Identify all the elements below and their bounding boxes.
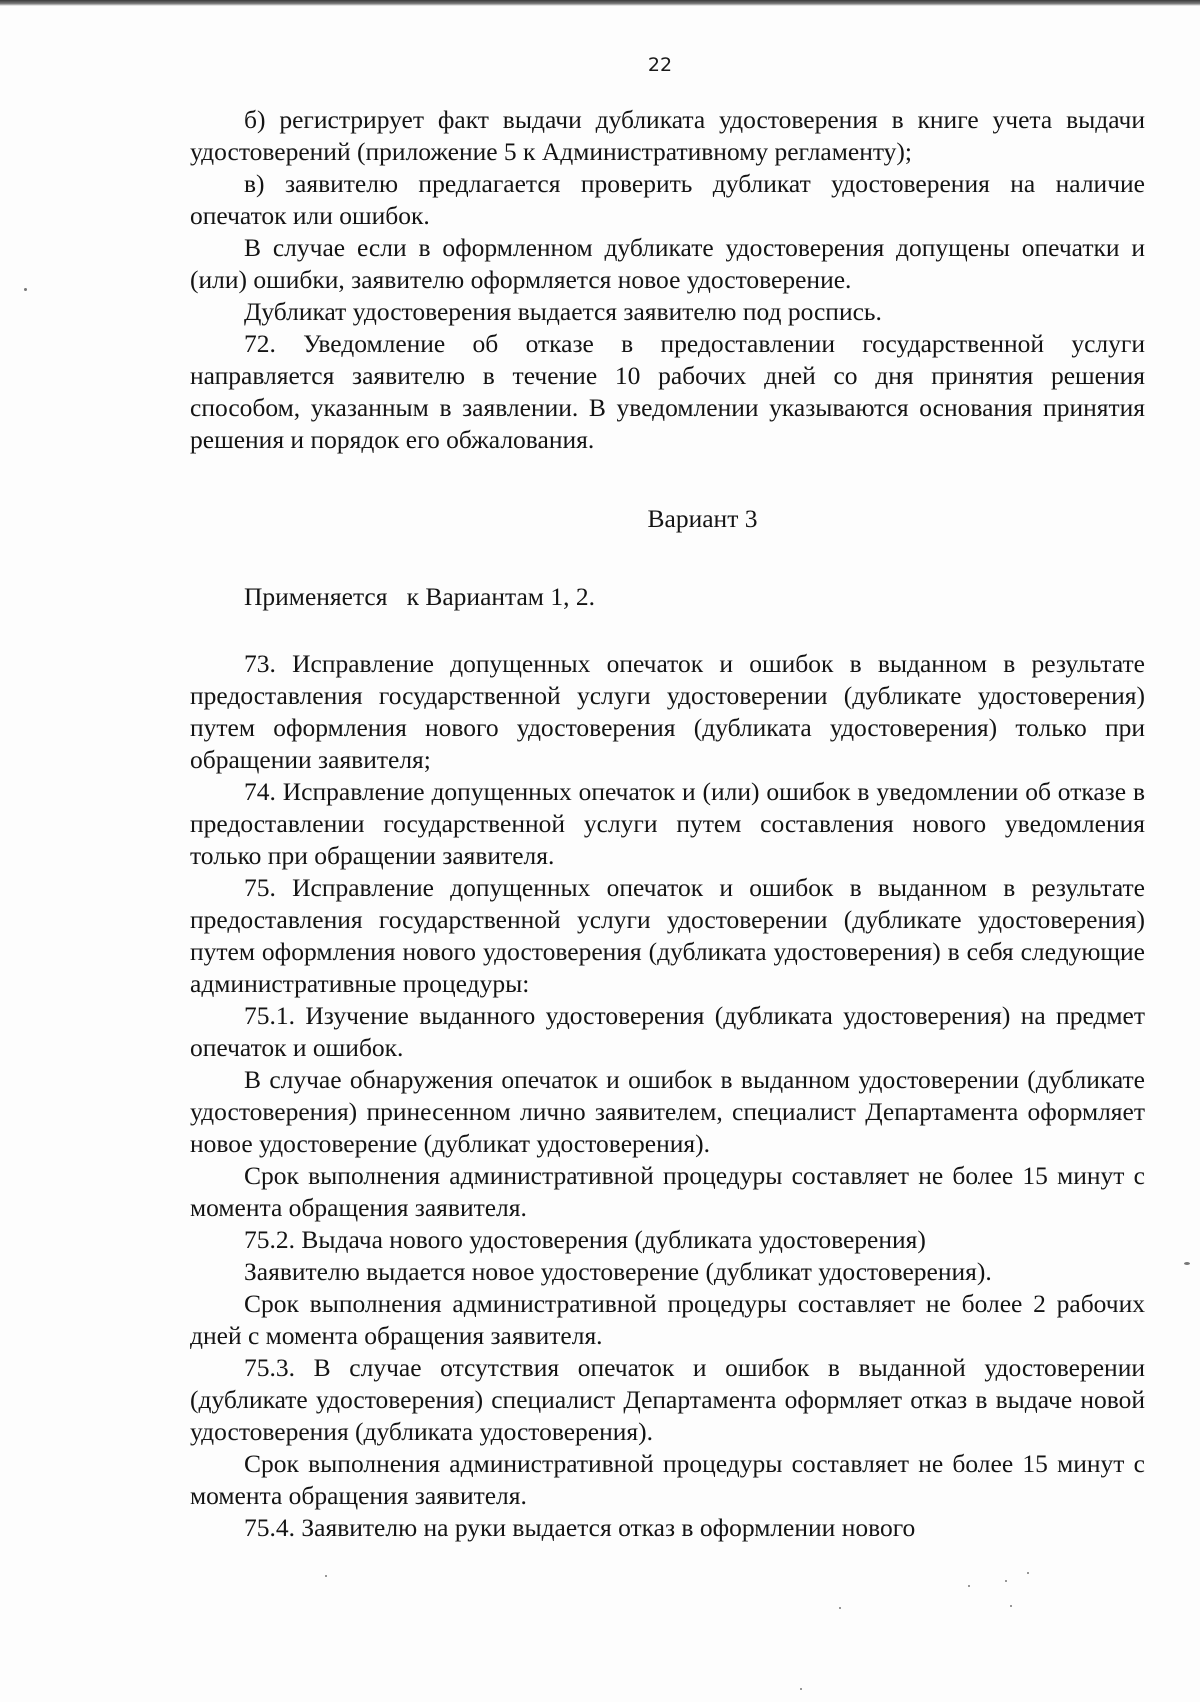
scan-speck xyxy=(839,1607,841,1609)
scan-speck xyxy=(325,1575,327,1577)
scan-speck xyxy=(1184,1262,1190,1265)
document-body xyxy=(190,104,1145,1544)
paragraph: Дубликат удостоверения выдается заявителю под роспись. xyxy=(244,297,882,326)
paragraph: 73. Исправление допущенных опечаток и ошибок в выданном в результате предоставления государственной услуги удостоверении (дубликате удостоверения) путем оформления нового удостоверения (дубликата удостоверения) только при обращении заявителя; xyxy=(190,649,1145,774)
paragraph: Срок выполнения административной процедуры составляет не более 15 минут с момента обращения заявителя. xyxy=(190,1449,1145,1510)
paragraph: 72. Уведомление об отказе в предоставлении государственной услуги направляется заявителю в течение 10 рабочих дней со дня принятия решения способом, указанным в заявлении. В уведомлении указываются основания принятия решения и порядок его обжалования. xyxy=(190,329,1145,454)
page-number: 22 xyxy=(647,54,673,76)
paragraph: 75.1. Изучение выданного удостоверения (дубликата удостоверения) на предмет опечаток и ошибок. xyxy=(190,1001,1145,1062)
scan-top-edge xyxy=(0,0,1200,6)
scan-speck xyxy=(800,1688,802,1690)
paragraph: Заявителю выдается новое удостоверение (дубликат удостоверения). xyxy=(244,1257,992,1286)
paragraph: в) заявителю предлагается проверить дубликат удостоверения на наличие опечаток или ошибок. xyxy=(190,169,1145,230)
paragraph: В случае если в оформленном дубликате удостоверения допущены опечатки и (или) ошибки, заявителю оформляется новое удостоверение. xyxy=(190,233,1145,294)
paragraph: В случае обнаружения опечаток и ошибок в выданном удостоверении (дубликате удостоверения) принесенном лично заявителем, специалист Департамента оформляет новое удостоверение (дубликат удостоверения). xyxy=(190,1065,1145,1158)
section-heading: Вариант 3 xyxy=(647,504,758,533)
paragraph: 75.4. Заявителю на руки выдается отказ в оформлении нового xyxy=(244,1513,916,1542)
paragraph: Срок выполнения административной процедуры составляет не более 2 рабочих дней с момента обращения заявителя. xyxy=(190,1289,1145,1350)
paragraph: Срок выполнения административной процедуры составляет не более 15 минут с момента обращения заявителя. xyxy=(190,1161,1145,1222)
scan-speck xyxy=(1010,1605,1012,1607)
paragraph: б) регистрирует факт выдачи дубликата удостоверения в книге учета выдачи удостоверений (приложение 5 к Административному регламенту); xyxy=(190,105,1145,166)
scan-speck xyxy=(1005,1580,1007,1582)
paragraph: 75.2. Выдача нового удостоверения (дубликата удостоверения) xyxy=(244,1225,926,1254)
applies-to-note: Применяется к Вариантам 1, 2. xyxy=(244,582,595,611)
paragraph: 74. Исправление допущенных опечаток и (или) ошибок в уведомлении об отказе в предоставлении государственной услуги путем составления нового уведомления только при обращении заявителя. xyxy=(190,777,1145,870)
scan-speck xyxy=(24,288,27,291)
paragraph: 75.3. В случае отсутствия опечаток и ошибок в выданной удостоверении (дубликате удостоверения) специалист Департамента оформляет отказ в выдаче новой удостоверения (дубликата удостоверения). xyxy=(190,1353,1145,1446)
scan-speck xyxy=(1027,1572,1029,1574)
scan-speck xyxy=(968,1585,970,1587)
paragraph: 75. Исправление допущенных опечаток и ошибок в выданном в результате предоставления государственной услуги удостоверении (дубликате удостоверения) путем оформления нового удостоверения (дубликата удостоверения) в себя следующие административные процедуры: xyxy=(190,873,1145,998)
